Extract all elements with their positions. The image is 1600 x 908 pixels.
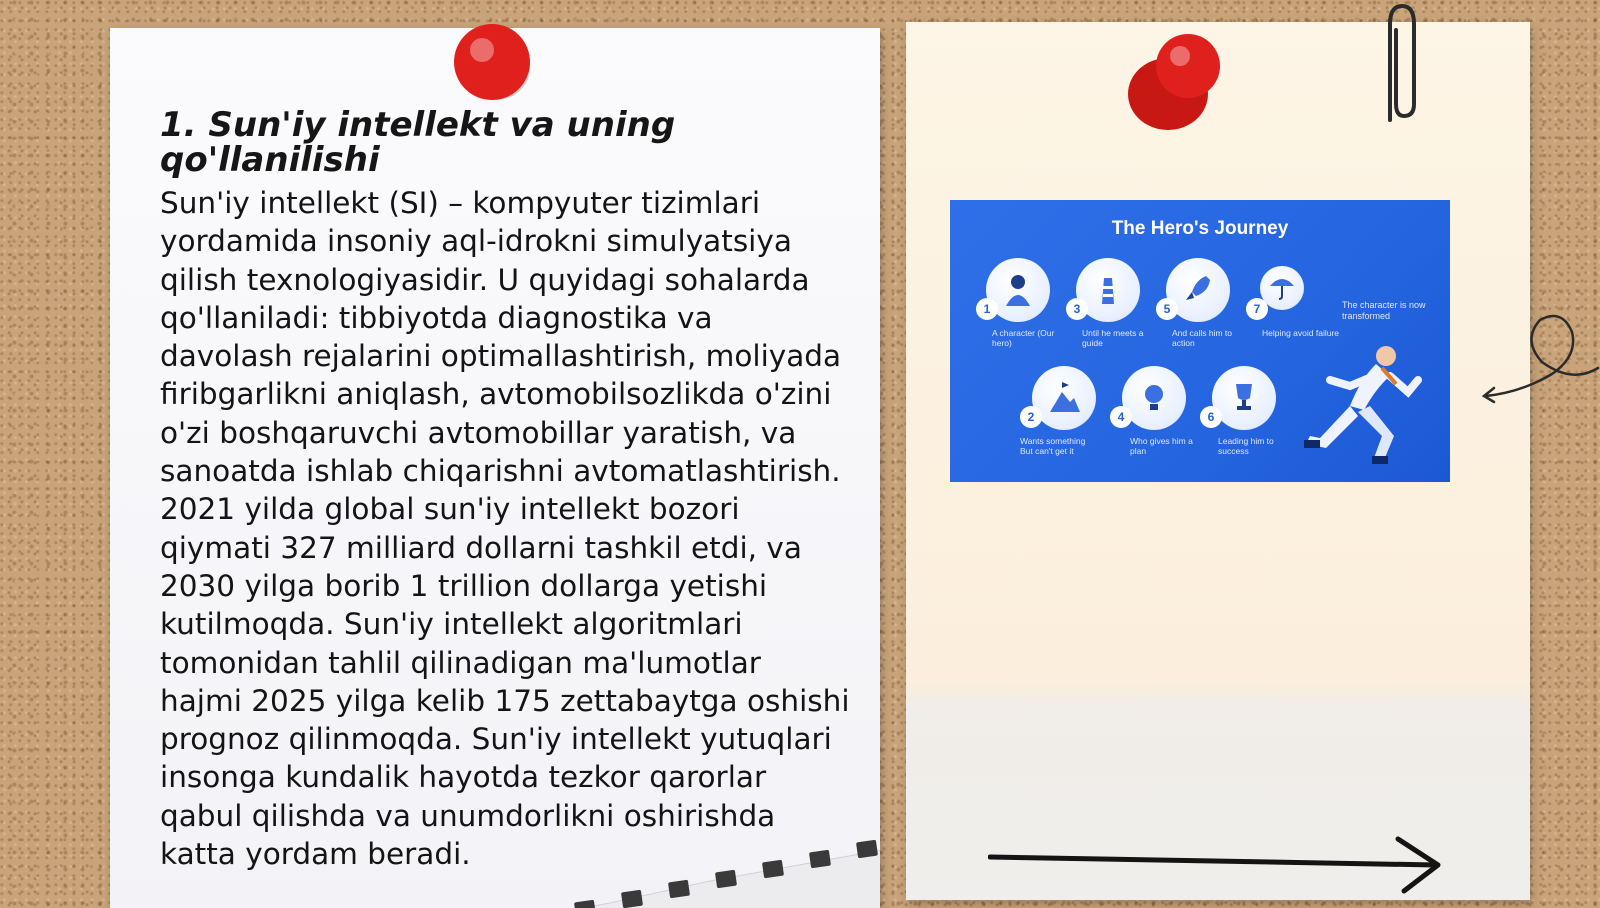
step-label-6: Leading him to success <box>1218 436 1274 456</box>
step-number-6: 6 <box>1200 406 1222 428</box>
step-number-2: 2 <box>1020 406 1042 428</box>
step-circle-2 <box>1032 366 1096 430</box>
step-label-4: Who gives him a plan <box>1130 436 1193 456</box>
step-number-5: 5 <box>1156 298 1178 320</box>
step-label-5: And calls him to action <box>1172 328 1232 348</box>
step-circle-6 <box>1212 366 1276 430</box>
trophy-icon <box>1228 380 1260 416</box>
slide-title: 1. Sun'iy intellekt va uning qo'llanilishi <box>160 105 676 180</box>
red-pushpin-left <box>452 20 536 104</box>
lightbulb-icon <box>1138 380 1170 416</box>
step-label-2: Wants something But can't get it <box>1020 436 1086 456</box>
curly-arrow-doodle <box>1482 310 1600 410</box>
slide-body-text: Sun'iy intellekt (SI) – kompyuter tizimlari yordamida insoniy aql-idrokni simulyatsiya qilish texnologiyasidir. U quyidagi sohalarda qo'llaniladi: tibbiyotda diagnostika va davolash rejalarini optimallashtirish, moliyada firibgarlikni aniqlash, avtomobilsozlikda o'zini o'zi boshqaruvchi avtomobillar yaratish, va sanoatda ishlab chiqarishni avtomatlashtirish. 2021 yilda global sun'iy intellekt bozori qiymati 327 milliard dollarni tashkil etdi, va 2030 yilga borib 1 trillion dollarga yetishi kutilmoqda. Sun'iy intellekt algoritmlari tomonidan tahlil qilinadigan ma'lumotlar hajmi 2025 yilga kelib 175 zettabaytga oshishi prognoz qilinmoqda. Sun'iy intellekt yutuqlari insonga kundalik hayotda tezkor qarorlar qabul qilishda va unumdorlikni oshirishda katta yordam beradi. <box>160 186 850 872</box>
right-arrow-doodle <box>988 835 1448 897</box>
left-paper-note <box>110 28 880 908</box>
step-label-7: Helping avoid failure <box>1262 328 1340 338</box>
hero-journey-image <box>950 200 1450 482</box>
step-number-4: 4 <box>1110 406 1132 428</box>
rocket-icon <box>1182 272 1214 308</box>
red-pushpin-right <box>1122 30 1234 134</box>
step-label-1: A character (Our hero) <box>992 328 1055 348</box>
transformed-label: The character is now transformed <box>1342 300 1426 321</box>
running-hero-illustration <box>1290 340 1430 480</box>
step-number-7: 7 <box>1246 298 1268 320</box>
hero-journey-title: The Hero's Journey <box>1111 218 1289 239</box>
paper-clip-icon <box>1378 0 1422 126</box>
lighthouse-icon <box>1092 272 1124 308</box>
step-label-3: Until he meets a guide <box>1082 328 1144 348</box>
step-number-3: 3 <box>1066 298 1088 320</box>
person-icon <box>1002 272 1034 308</box>
step-circle-4 <box>1122 366 1186 430</box>
umbrella-icon <box>1268 272 1296 302</box>
mountain-flag-icon <box>1048 380 1080 416</box>
torn-notebook-paper <box>470 823 880 908</box>
step-number-1: 1 <box>976 298 998 320</box>
